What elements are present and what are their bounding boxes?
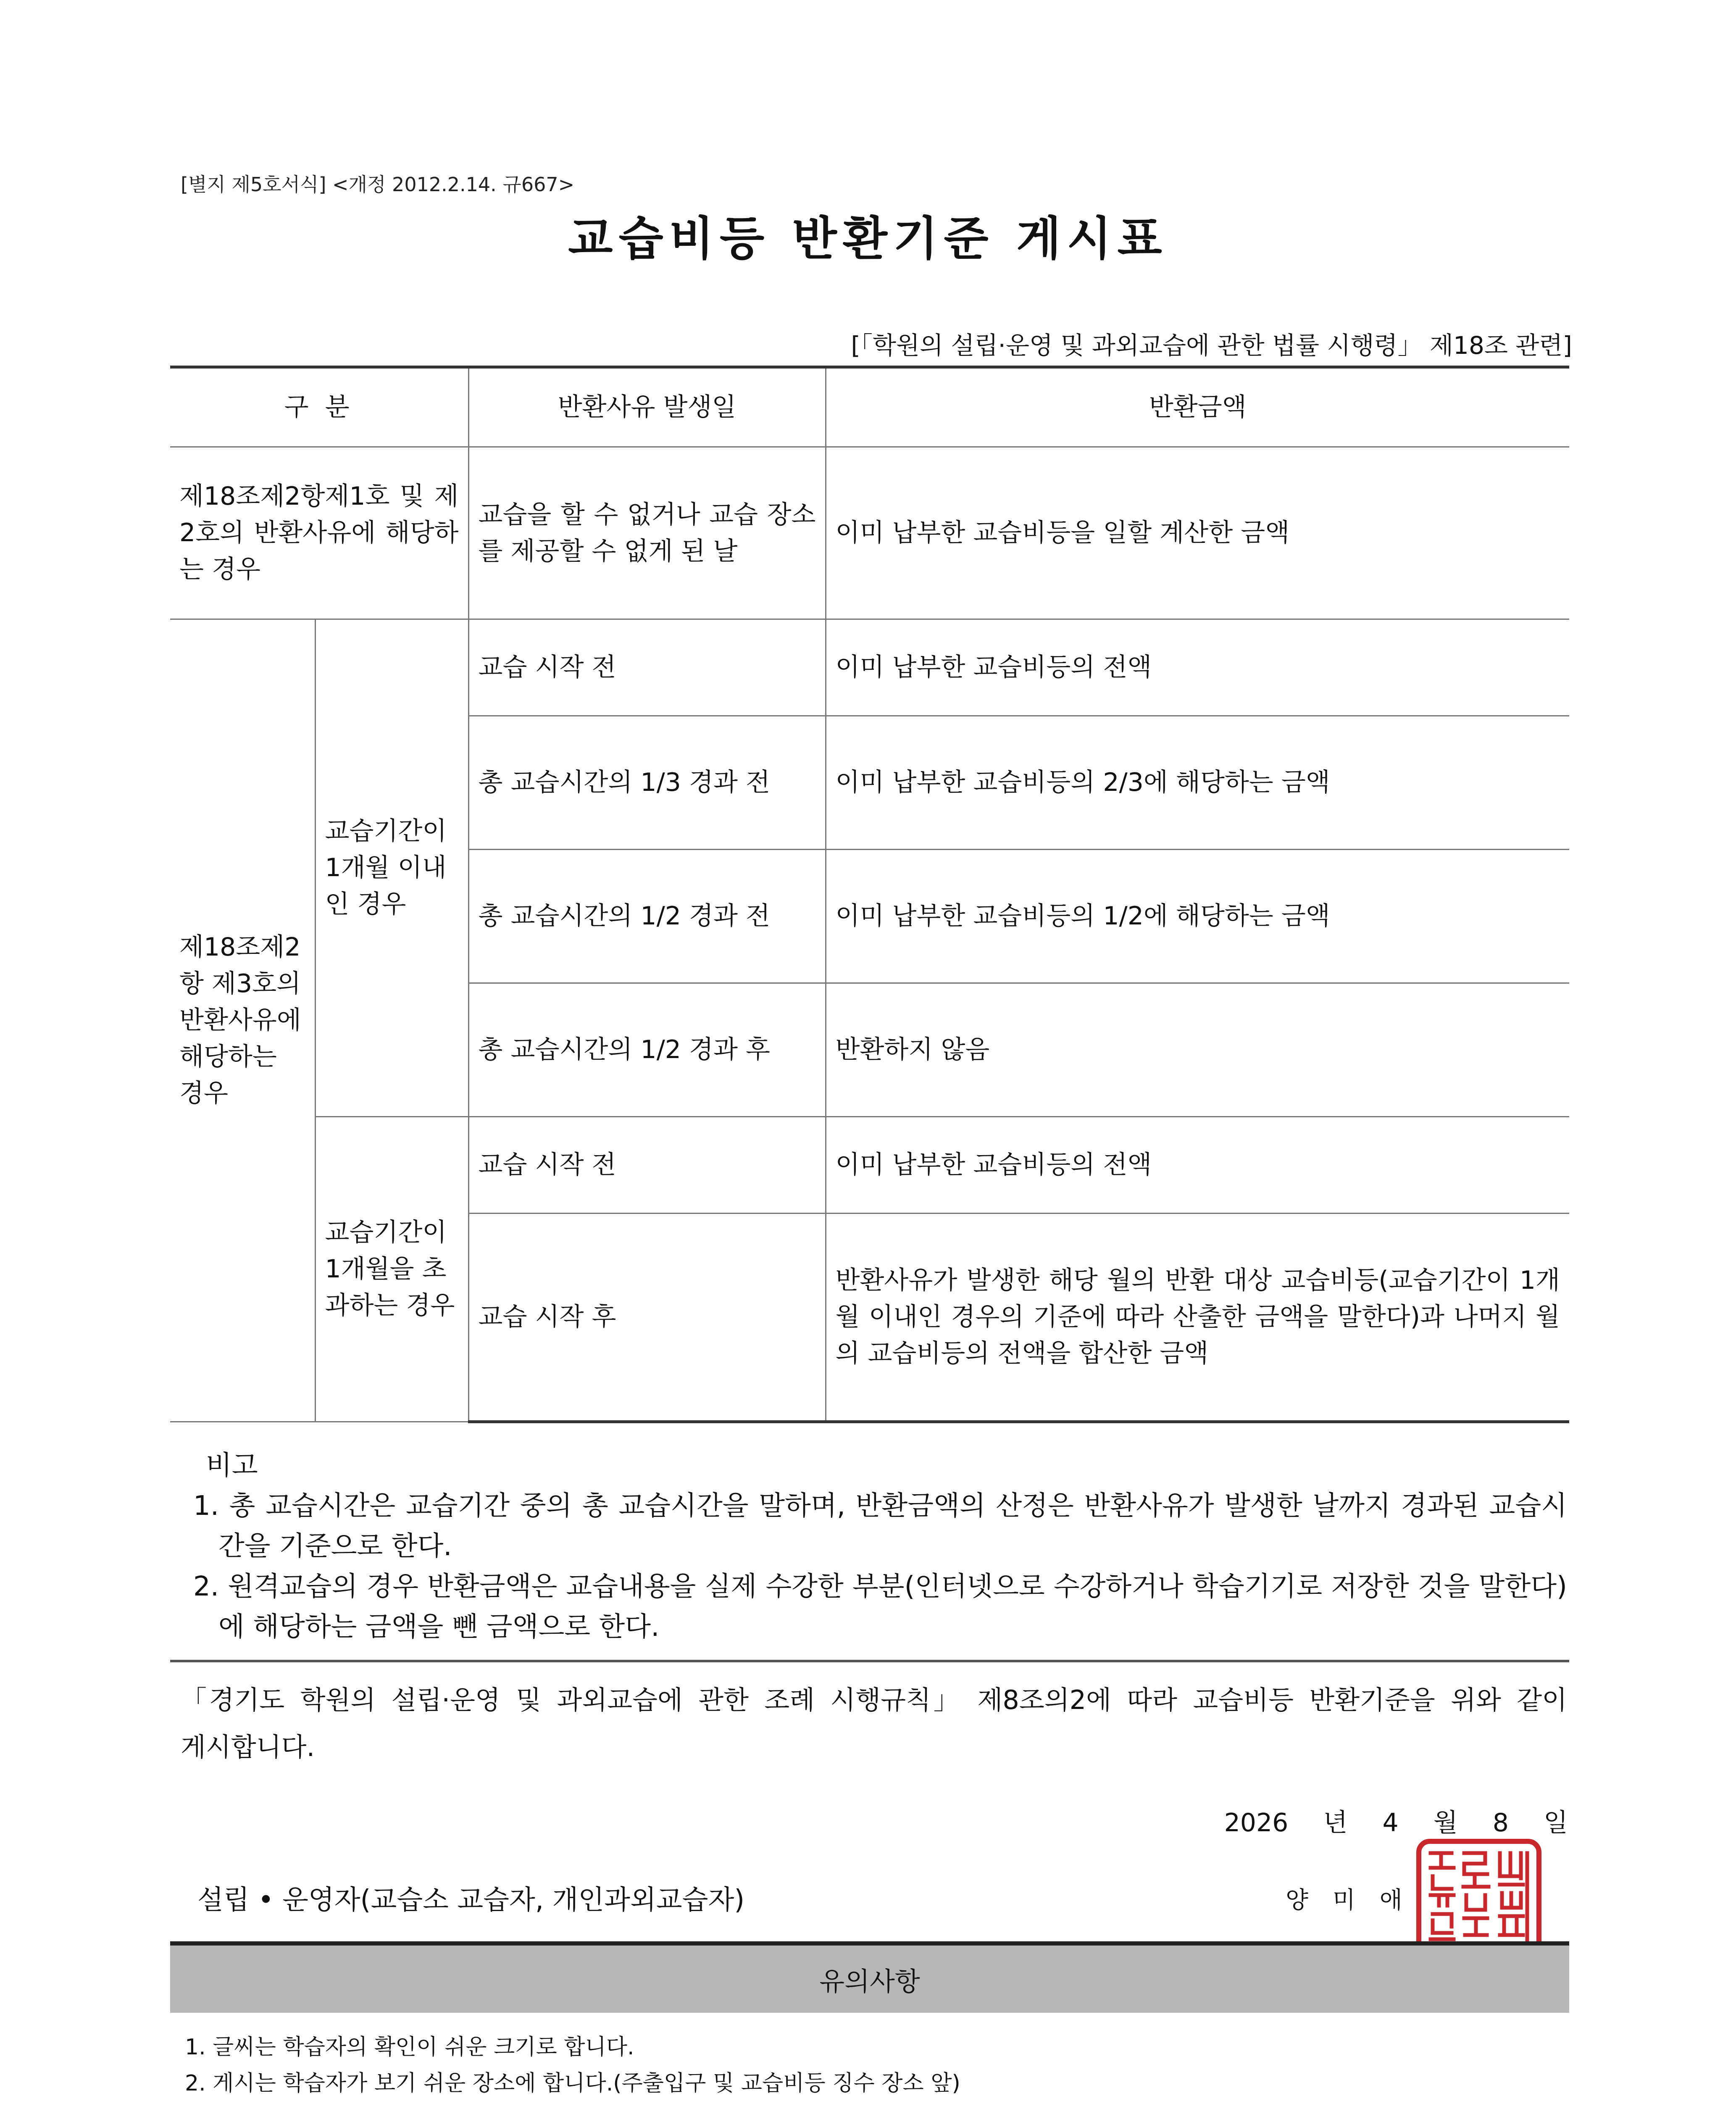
- divider: [170, 1660, 1569, 1662]
- amount-cell: 이미 납부한 교습비등을 일할 계산한 금액: [826, 447, 1569, 619]
- subcategory-cell: 교습기간이 1개월을 초과하는 경우: [315, 1117, 468, 1422]
- date-month-unit: 월: [1433, 1808, 1458, 1838]
- header-reason-date: 반환사유 발생일: [468, 367, 826, 447]
- reason-date-cell: 총 교습시간의 1/3 경과 전: [468, 716, 826, 850]
- category-cell: 제18조제2항 제3호의 반환사유에 해당하는 경우: [170, 619, 315, 1422]
- operator-label: 설립 • 운영자(교습소 교습자, 개인과외교습자): [197, 1885, 745, 1916]
- amount-cell: 반환하지 않음: [826, 983, 1569, 1117]
- header-category: 구 분: [170, 367, 468, 447]
- amount-cell: 반환사유가 발생한 해당 월의 반환 대상 교습비등(교습기간이 1개월 이내인 경우의 기준에 따라 산출한 금액을 말한다)과 나머지 월의 교습비등의 전액을 합산한 금액: [826, 1214, 1569, 1422]
- caution-header: 유의사항: [170, 1941, 1569, 2013]
- reason-date-cell: 총 교습시간의 1/2 경과 후: [468, 983, 826, 1117]
- table-row: [170, 619, 1569, 716]
- category-cell: 제18조제2항제1호 및 제2호의 반환사유에 해당하는 경우: [170, 447, 468, 619]
- reason-date-cell: 교습 시작 전: [468, 1117, 826, 1214]
- table-row: [170, 447, 1569, 619]
- table-header-row: [170, 367, 1569, 447]
- caution-list: [185, 2030, 1563, 2101]
- caution-item: 1. 글씨는 학습자의 확인이 쉬운 크기로 합니다.: [185, 2035, 634, 2060]
- header-amount: 반환금액: [826, 367, 1569, 447]
- reason-date-cell: 총 교습시간의 1/2 경과 전: [468, 850, 826, 983]
- notice-text: 「경기도 학원의 설립·운영 및 과외교습에 관한 조례 시행규칙」 제8조의2에 따라 교습비등 반환기준을 위와 같이 게시합니다.: [181, 1685, 1567, 1762]
- amount-cell: 이미 납부한 교습비등의 전액: [826, 1117, 1569, 1214]
- remarks-section: [181, 1445, 1567, 1647]
- amount-cell: 이미 납부한 교습비등의 전액: [826, 619, 1569, 716]
- remarks-item: 1. 총 교습시간은 교습기간 중의 총 교습시간을 말하며, 반환금액의 산정은 반환사유가 발생한 날까지 경과된 교습시간을 기준으로 한다.: [193, 1490, 1567, 1562]
- remarks-item: 2. 원격교습의 경우 반환금액은 교습내용을 실제 수강한 부분(인터넷으로 수강하거나 학습기기로 저장한 것을 말한다)에 해당하는 금액을 뺀 금액으로 한다.: [193, 1571, 1567, 1643]
- subcategory-cell: 교습기간이 1개월 이내인 경우: [315, 619, 468, 1117]
- page-title: 교습비등 반환기준 게시표: [568, 212, 1168, 266]
- amount-cell: 이미 납부한 교습비등의 1/2에 해당하는 금액: [826, 850, 1569, 983]
- table-row: [170, 1117, 1569, 1214]
- reason-date-cell: 교습 시작 전: [468, 619, 826, 716]
- date-day: 8: [1492, 1808, 1509, 1838]
- form-id: [별지 제5호서식] <개정 2012.2.14. 규667>: [181, 173, 575, 196]
- representative-name: 양 미 애: [1286, 1887, 1411, 1914]
- date-year-unit: 년: [1323, 1808, 1348, 1838]
- amount-cell: 이미 납부한 교습비등의 2/3에 해당하는 금액: [826, 716, 1569, 850]
- legal-reference: [「학원의 설립·운영 및 과외교습에 관한 법률 시행령」 제18조 관련]: [851, 331, 1572, 360]
- reason-date-cell: 교습 시작 후: [468, 1214, 826, 1422]
- reason-date-cell: 교습을 할 수 없거나 교습 장소를 제공할 수 없게 된 날: [468, 447, 826, 619]
- caution-item: 2. 게시는 학습자가 보기 쉬운 장소에 합니다.(주출입구 및 교습비등 징수 장소 앞): [185, 2070, 960, 2096]
- date-month: 4: [1382, 1808, 1399, 1838]
- refund-criteria-table: [170, 366, 1569, 1423]
- date-day-unit: 일: [1544, 1808, 1568, 1838]
- date-year: 2026: [1224, 1808, 1289, 1838]
- remarks-title: 비고: [206, 1450, 258, 1481]
- posting-date: [1207, 1803, 1568, 1839]
